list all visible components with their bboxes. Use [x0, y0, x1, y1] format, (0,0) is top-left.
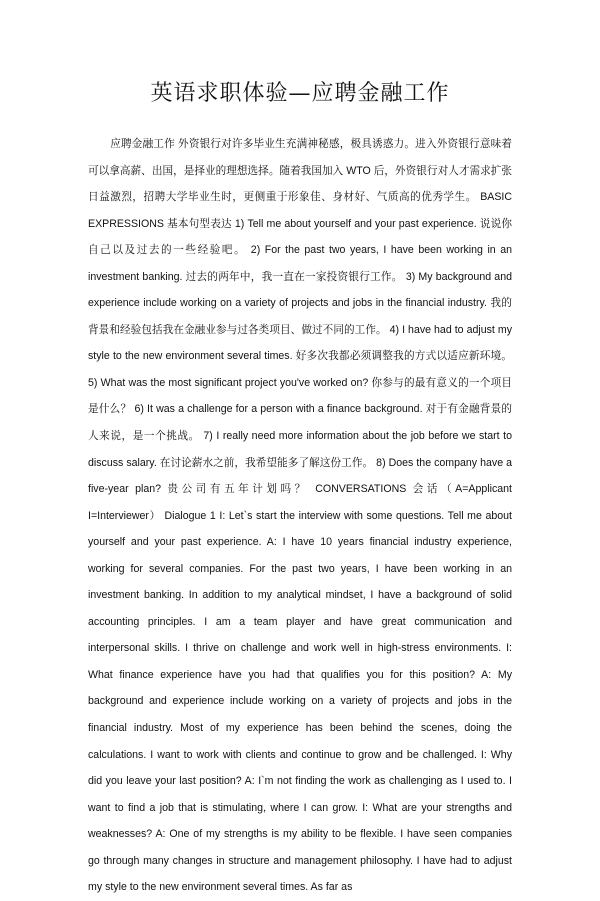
document-body: 应聘金融工作 外资银行对许多毕业生充满神秘感，极具诱惑力。进入外资银行意味着可以拿高薪、出国，是择业的理想选择。随着我国加入 WTO 后，外资银行对人才需求扩张日益激烈，招聘大学毕业生时，更侧重于形象佳、身材好、气质高的优秀学生。 BASIC EXPRESSIONS 基本句型表达 1) Tell me about yourself and your past experience. 说说你自己以及过去的一些经验吧。 2) For the past two years, I have been working in an investment banking. 过去的两年中，我一直在一家投资银行工作。 3) My background and experience include working on a variety of projects and jobs in the financial industry. 我的背景和经验包括我在金融业参与过各类项目、做过不同的工作。 4) I have had to adjust my style to the new environment several times. 好多次我都必须调整我的方式以适应新环境。 5) What was the most significant project you've worked on? 你参与的最有意义的一个项目是什么？ 6) It was a challenge for a person with a finance background. 对于有金融背景的人来说，是一个挑战。 7) I really need more information about the job before we start to discuss salary. 在讨论薪水之前，我希望能多了解这份工作。 8) Does the company have a five-year plan? 贵公司有五年计划吗？ CONVERSATIONS 会话（A=Applicant I=Interviewer） Dialogue 1 I: Let`s start the interview with some questions. Tell me about yourself and your past experience. A: I have 10 years financial industry experience, working for several companies. For the past two years, I have been working in an investment banking. In addition to my analytical mindset, I have a background of solid accounting principles. I am a team player and have great communication and interpersonal skills. I thrive on challenge and work well in high-stress environments. I: What finance experience have you had that qualifies you for this position? A: My background and experience include working on a variety of projects and jobs in the financial industry. Most of my experience has been behind the scenes, doing the calculations. I want to work with clients and continue to grow and be challenged. I: Why did you leave your last position? A: I`m not finding the work as challenging as I used to. I want to find a job that is stimulating, where I can grow. I: What are your strengths and weaknesses? A: One of my strengths is my ability to be flexible. I have seen companies go through many changes in structure and management philosophy. I have had to adjust my style to the new environment several times. As far as — [88, 138, 512, 894]
document-title: 英语求职体验—应聘金融工作 — [150, 81, 450, 106]
